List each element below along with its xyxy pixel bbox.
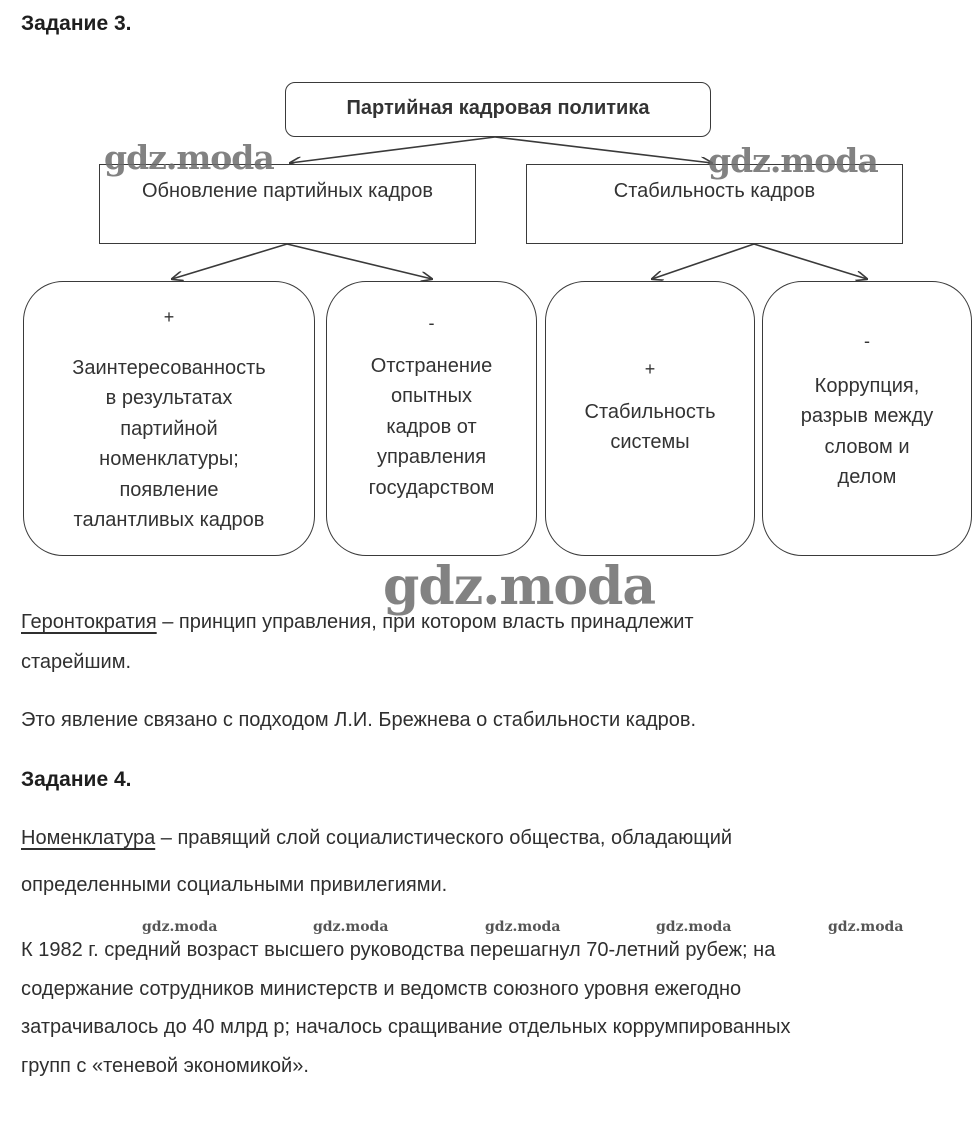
gerontocracy-definition-line2: старейшим.: [21, 651, 131, 673]
term-gerontocracy: Геронтократия: [21, 611, 157, 633]
watermark-center: gdz.moda: [383, 556, 656, 617]
gerontocracy-definition-text: – принцип управления, при котором власть принадлежит: [156, 611, 694, 633]
term-nomenklatura: Номенклатура: [21, 827, 156, 849]
watermark-top-left: gdz.moda: [104, 138, 274, 177]
leaf-right-plus: [545, 281, 755, 556]
watermark-top-right: gdz.moda: [708, 141, 878, 180]
leaf-right-plus-text: Стабильность системы: [584, 400, 716, 453]
arrow-left-to-minus: [287, 244, 432, 279]
task4-paragraph-line1: К 1982 г. средний возраст высшего руководства перешагнул 70-летний рубеж; на: [21, 939, 776, 961]
arrow-right-to-minus: [754, 244, 867, 279]
leaf-left-plus: [23, 281, 315, 556]
arrow-root-to-left: [290, 137, 495, 163]
nomenklatura-definition-line2: определенными социальными привилегиями.: [21, 874, 448, 896]
diagram-left-title: Обновление партийных кадров: [141, 180, 433, 202]
nomenklatura-definition-line1: [21, 827, 732, 850]
task4-paragraph-line3: затрачивалось до 40 млрд р; началось сращивание отдельных коррумпированных: [21, 1016, 791, 1038]
leaf-left-minus: [326, 281, 537, 556]
arrow-left-to-plus: [172, 244, 287, 279]
watermark-small-1: gdz.moda: [142, 919, 218, 935]
task4-paragraph-line4: групп с «теневой экономикой».: [21, 1055, 309, 1077]
watermark-small-2: gdz.moda: [313, 919, 389, 935]
task4-heading: Задание 4.: [21, 768, 132, 791]
nomenklatura-definition-text: – правящий слой социалистического общества, обладающий: [155, 827, 733, 849]
diagram-root-label: Партийная кадровая политика: [346, 97, 650, 119]
diagram-right-title: Стабильность кадров: [613, 180, 816, 202]
watermark-small-4: gdz.moda: [656, 919, 732, 935]
diagram-root-box: [285, 82, 711, 137]
task4-paragraph-line2: содержание сотрудников министерств и ведомств союзного уровня ежегодно: [21, 978, 742, 1000]
leaf-right-minus-text: Коррупция, разрыв между словом и делом: [800, 374, 934, 488]
leaf-right-minus-sign: -: [864, 331, 870, 351]
leaf-left-plus-text: Заинтересованность в результатах партийной номенклатуры; появление талантливых кадров: [72, 356, 266, 531]
gerontocracy-definition-line1: [21, 611, 694, 634]
watermark-small-3: gdz.moda: [485, 919, 561, 935]
brezhnev-note: Это явление связано с подходом Л.И. Брежнева о стабильности кадров.: [21, 709, 697, 731]
arrow-right-to-plus: [652, 244, 754, 279]
leaf-left-minus-text: Отстранение опытных кадров от управления государством: [368, 354, 495, 499]
leaf-right-minus: [762, 281, 972, 556]
arrow-root-to-right: [495, 137, 712, 163]
task3-heading: Задание 3.: [21, 12, 132, 35]
watermark-small-5: gdz.moda: [828, 919, 904, 935]
leaf-right-plus-sign: +: [644, 359, 656, 379]
leaf-left-plus-sign: +: [163, 307, 175, 327]
leaf-left-minus-sign: -: [428, 313, 435, 333]
